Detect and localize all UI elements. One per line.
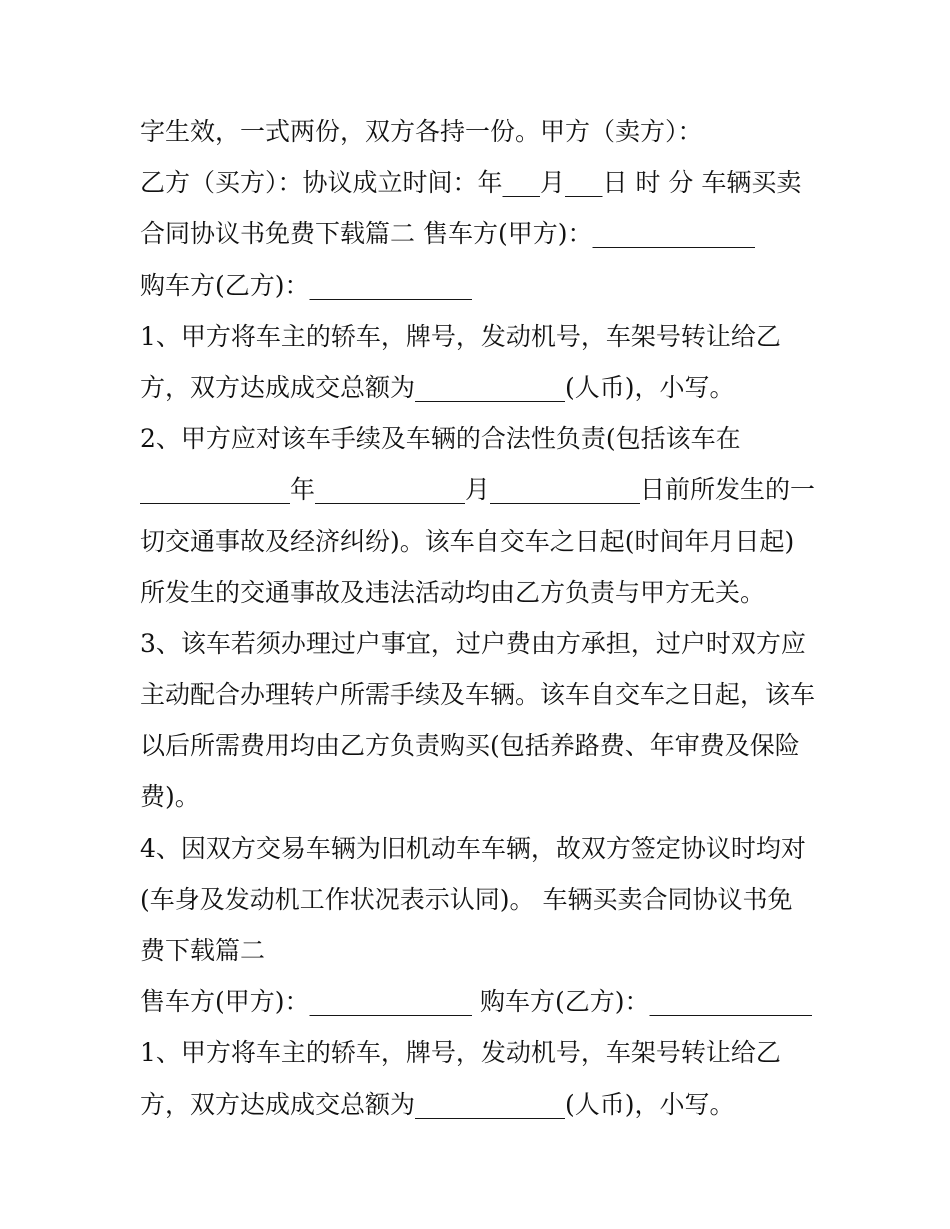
text-line-2: 乙方（买方）：协议成立时间：年___月___日 时 分 车辆买卖 [140,168,802,198]
text-line-8: ____________年____________月____________日前所发生的一 [140,475,816,505]
text-line-4: 购车方(乙方)：_____________ [140,270,473,300]
text-line-19: 1、甲方将车主的轿车，牌号，发动机号，车架号转让给乙 [140,1038,781,1068]
text-line-15: 4、因双方交易车辆为旧机动车车辆，故双方签定协议时均对 [140,833,806,863]
text-line-16: (车身及发动机工作状况表示认同)。 车辆买卖合同协议书免 [140,884,793,914]
text-line-14: 费)。 [140,782,200,812]
text-line-12: 主动配合办理转户所需手续及车辆。该车自交车之日起，该车 [140,680,816,710]
text-line-6: 方，双方达成成交总额为____________(人币)，小写。 [140,372,735,402]
text-line-13: 以后所需费用均由乙方负责购买(包括养路费、年审费及保险 [140,731,800,761]
text-line-11: 3、该车若须办理过户事宜，过户费由方承担，过户时双方应 [140,628,806,658]
text-line-7: 2、甲方应对该车手续及车辆的合法性负责(包括该车在 [140,424,741,454]
text-line-9: 切交通事故及经济纠纷)。该车自交车之日起(时间年月日起) [140,526,795,556]
text-line-17: 费下载篇二 [140,936,266,965]
text-line-3: 合同协议书免费下载篇二 售车方(甲方)：_____________ [140,219,755,249]
text-line-10: 所发生的交通事故及违法活动均由乙方负责与甲方无关。 [140,577,766,607]
text-line-20: 方，双方达成成交总额为____________(人币)，小写。 [140,1089,735,1119]
text-line-18: 售车方(甲方)：_____________ 购车方(乙方)：_____________ [140,987,812,1017]
text-line-5: 1、甲方将车主的轿车，牌号，发动机号，车架号转让给乙 [140,321,781,351]
text-line-1: 字生效，一式两份，双方各持一份。甲方（卖方）： [140,117,703,146]
contract-body-text [140,106,820,1130]
